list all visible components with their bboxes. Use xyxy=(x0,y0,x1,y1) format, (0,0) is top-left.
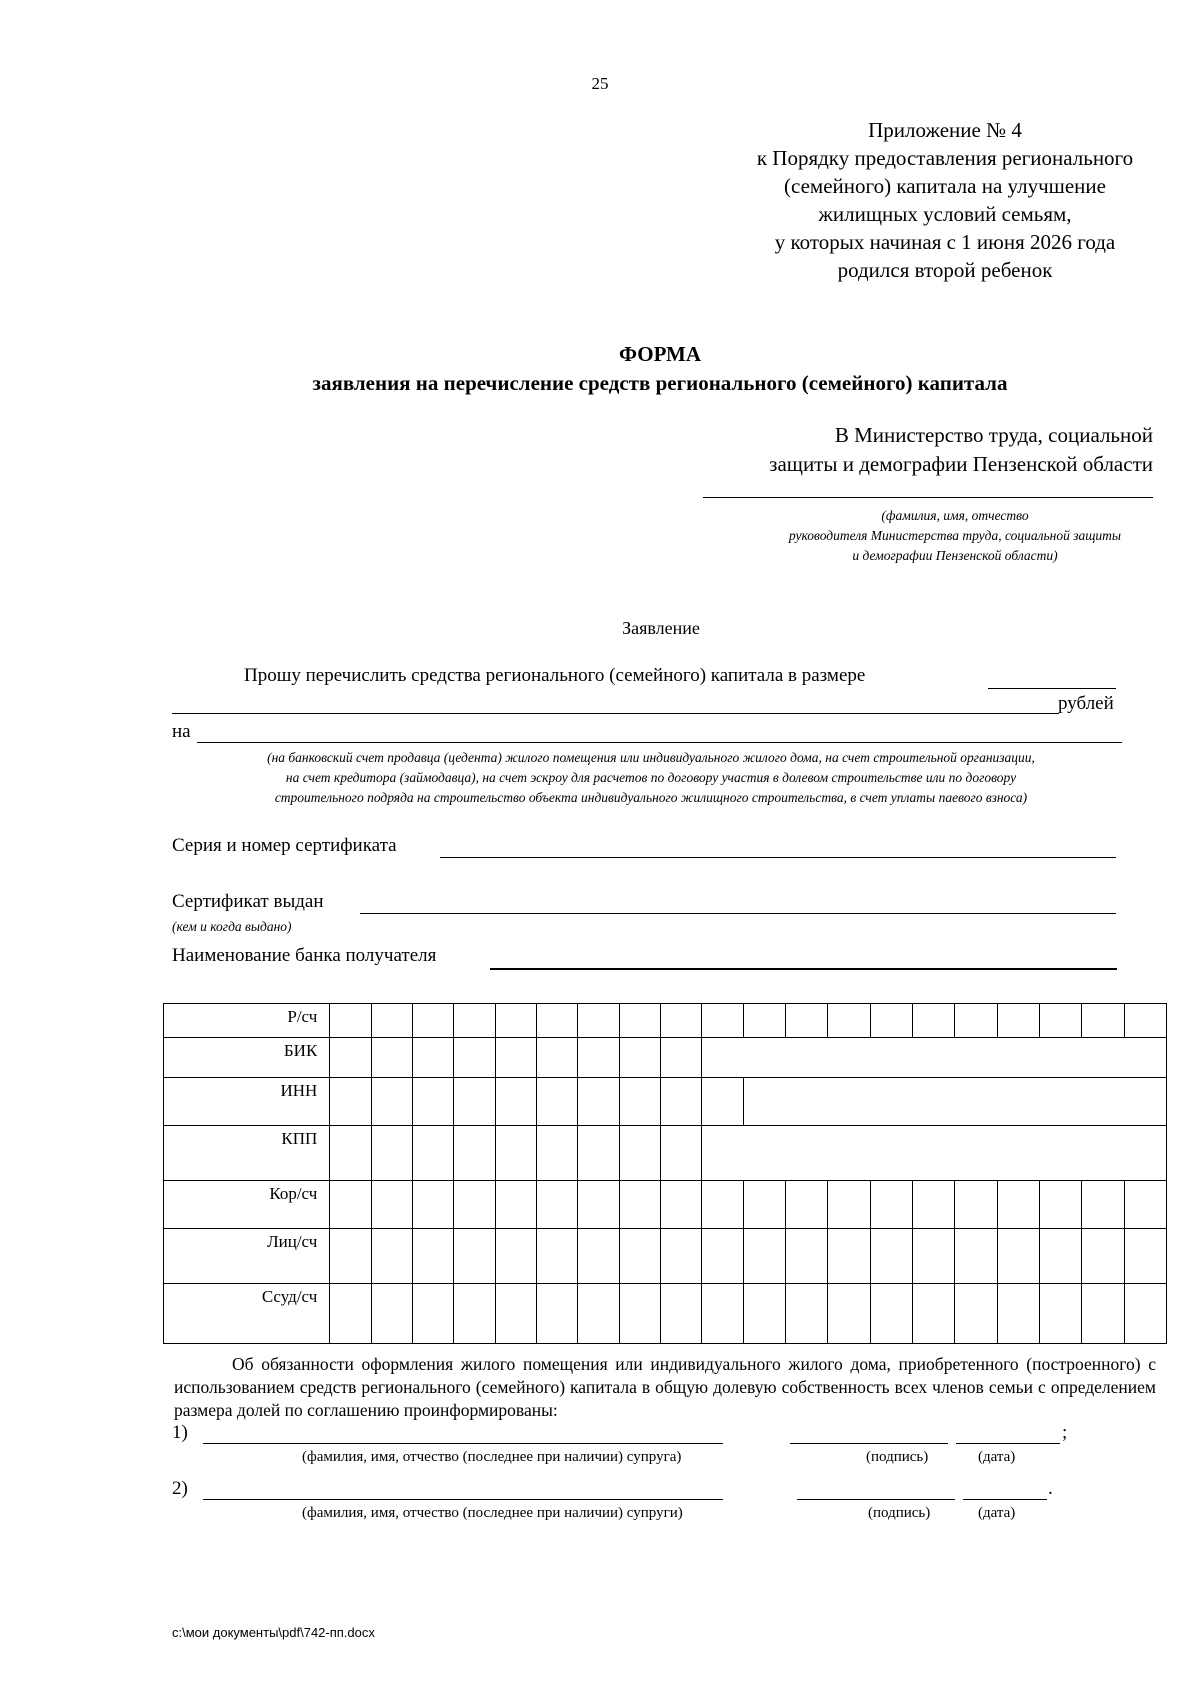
digit-cell[interactable] xyxy=(743,1284,785,1344)
blank-cell xyxy=(743,1078,1166,1126)
digit-cell[interactable] xyxy=(371,1181,412,1229)
addressee-line: защиты и демографии Пензенской области xyxy=(769,452,1153,476)
bank-row-inn xyxy=(164,1078,1167,1126)
digit-cell[interactable] xyxy=(1124,1004,1166,1038)
digit-cell[interactable] xyxy=(785,1229,827,1284)
digit-cell[interactable] xyxy=(536,1284,577,1344)
application-heading: Заявление xyxy=(622,618,700,638)
digit-cell[interactable] xyxy=(912,1229,954,1284)
digit-cell[interactable] xyxy=(619,1284,660,1344)
caption-line: руководителя Министерства труда, социальной защиты xyxy=(788,528,1122,543)
page-number: 25 xyxy=(591,74,609,93)
addressee-line: В Министерство труда, социальной xyxy=(834,423,1153,447)
certificate-number-label: Серия и номер сертификата xyxy=(172,835,397,856)
digit-cell[interactable] xyxy=(536,1229,577,1284)
spouse-name-field[interactable] xyxy=(203,1443,723,1444)
digit-cell[interactable] xyxy=(702,1004,743,1038)
digit-cell[interactable] xyxy=(997,1229,1039,1284)
appendix-block xyxy=(680,116,1200,284)
digit-cell[interactable] xyxy=(912,1004,954,1038)
digit-cell[interactable] xyxy=(997,1284,1039,1344)
digit-cell[interactable] xyxy=(702,1284,743,1344)
digit-cell[interactable] xyxy=(412,1038,453,1078)
bank-row-bik xyxy=(164,1038,1167,1078)
digit-cell[interactable] xyxy=(619,1181,660,1229)
spouse-signature-field[interactable] xyxy=(790,1443,948,1444)
form-title-line2: заявления на перечисление средств регионального (семейного) капитала xyxy=(312,371,1008,395)
spouse2-name-field[interactable] xyxy=(203,1499,723,1500)
blank-cell xyxy=(702,1126,1167,1181)
digit-cell[interactable] xyxy=(578,1229,619,1284)
digit-cell[interactable] xyxy=(495,1078,536,1126)
spouse2-signature-field[interactable] xyxy=(797,1499,955,1500)
footer-file-path: c:\мои документы\pdf\742-пп.docx xyxy=(172,1625,375,1640)
digit-cell[interactable] xyxy=(495,1284,536,1344)
digit-cell[interactable] xyxy=(870,1229,912,1284)
to-label: на xyxy=(172,721,191,742)
appendix-line: Приложение № 4 xyxy=(868,118,1022,142)
digit-cell[interactable] xyxy=(371,1126,412,1181)
digit-cell[interactable] xyxy=(495,1004,536,1038)
digit-cell[interactable] xyxy=(828,1229,870,1284)
digit-cell[interactable] xyxy=(536,1181,577,1229)
digit-cell[interactable] xyxy=(578,1038,619,1078)
digit-cell[interactable] xyxy=(702,1229,743,1284)
digit-cell[interactable] xyxy=(619,1126,660,1181)
bank-row-suds xyxy=(164,1284,1167,1344)
digit-cell[interactable] xyxy=(330,1126,371,1181)
spouse2-signature-caption: (подпись) xyxy=(868,1505,931,1521)
digit-cell[interactable] xyxy=(454,1038,495,1078)
addressee-block xyxy=(769,421,1153,479)
digit-cell[interactable] xyxy=(412,1284,453,1344)
signature-2-end: . xyxy=(1048,1478,1053,1499)
request-text: Прошу перечислить средства регионального (семейного) капитала в размере xyxy=(244,665,866,686)
digit-cell[interactable] xyxy=(454,1181,495,1229)
digit-cell[interactable] xyxy=(660,1284,701,1344)
bank-row-kpp xyxy=(164,1126,1167,1181)
digit-cell[interactable] xyxy=(955,1181,997,1229)
digit-cell[interactable] xyxy=(412,1126,453,1181)
digit-cell[interactable] xyxy=(412,1181,453,1229)
digit-cell[interactable] xyxy=(1082,1181,1124,1229)
caption-line: (фамилия, имя, отчество xyxy=(881,508,1029,523)
bank-name-field[interactable] xyxy=(490,968,1117,970)
certificate-issued-field[interactable] xyxy=(360,913,1116,914)
bank-details-table xyxy=(163,1003,1167,1344)
spouse2-date-caption: (дата) xyxy=(978,1505,1016,1521)
digit-cell[interactable] xyxy=(828,1004,870,1038)
digit-cell[interactable] xyxy=(371,1284,412,1344)
appendix-line: (семейного) капитала на улучшение xyxy=(784,174,1106,198)
digit-cell[interactable] xyxy=(330,1004,371,1038)
digit-cell[interactable] xyxy=(660,1181,701,1229)
bank-row-label: КПП xyxy=(164,1126,330,1181)
bank-name-label: Наименование банка получателя xyxy=(172,945,437,966)
bank-row-label: Ссуд/сч xyxy=(164,1284,330,1344)
digit-cell[interactable] xyxy=(495,1038,536,1078)
digit-cell[interactable] xyxy=(619,1229,660,1284)
form-title xyxy=(0,340,1200,398)
digit-cell[interactable] xyxy=(619,1078,660,1126)
digit-cell[interactable] xyxy=(828,1181,870,1229)
caption-line: и демографии Пензенской области) xyxy=(852,548,1058,563)
digit-cell[interactable] xyxy=(454,1229,495,1284)
signature-1-number: 1) xyxy=(172,1422,188,1443)
digit-cell[interactable] xyxy=(578,1078,619,1126)
digit-cell[interactable] xyxy=(743,1181,785,1229)
bank-row-kors xyxy=(164,1181,1167,1229)
digit-cell[interactable] xyxy=(536,1126,577,1181)
digit-cell[interactable] xyxy=(578,1181,619,1229)
digit-cell[interactable] xyxy=(495,1229,536,1284)
digit-cell[interactable] xyxy=(702,1078,743,1126)
digit-cell[interactable] xyxy=(330,1078,371,1126)
digit-cell[interactable] xyxy=(536,1004,577,1038)
digit-cell[interactable] xyxy=(1124,1181,1166,1229)
digit-cell[interactable] xyxy=(454,1078,495,1126)
digit-cell[interactable] xyxy=(454,1126,495,1181)
spouse-date-field[interactable] xyxy=(956,1443,1060,1444)
digit-cell[interactable] xyxy=(660,1229,701,1284)
digit-cell[interactable] xyxy=(912,1284,954,1344)
appendix-line: к Порядку предоставления регионального xyxy=(756,146,1134,170)
caption-line: на счет кредитора (займодавца), на счет эскроу для расчетов по договору участия в долевом строительстве или по договору xyxy=(285,770,1017,785)
bank-row-rs xyxy=(164,1004,1167,1038)
spouse2-name-caption: (фамилия, имя, отчество (последнее при наличии) супруги) xyxy=(302,1505,683,1521)
bank-row-label: Лиц/сч xyxy=(164,1229,330,1284)
digit-cell[interactable] xyxy=(870,1181,912,1229)
digit-cell[interactable] xyxy=(412,1078,453,1126)
digit-cell[interactable] xyxy=(330,1038,371,1078)
digit-cell[interactable] xyxy=(371,1078,412,1126)
digit-cell[interactable] xyxy=(828,1284,870,1344)
digit-cell[interactable] xyxy=(536,1038,577,1078)
spouse-date-caption: (дата) xyxy=(978,1449,1016,1465)
amount-field[interactable] xyxy=(988,688,1116,689)
digit-cell[interactable] xyxy=(997,1181,1039,1229)
certificate-number-field[interactable] xyxy=(440,857,1116,858)
digit-cell[interactable] xyxy=(870,1284,912,1344)
digit-cell[interactable] xyxy=(1124,1229,1166,1284)
bank-row-label: Кор/сч xyxy=(164,1181,330,1229)
digit-cell[interactable] xyxy=(660,1004,701,1038)
digit-cell[interactable] xyxy=(1082,1004,1124,1038)
digit-cell[interactable] xyxy=(495,1126,536,1181)
digit-cell[interactable] xyxy=(743,1229,785,1284)
digit-cell[interactable] xyxy=(955,1004,997,1038)
bank-row-label: Р/сч xyxy=(164,1004,330,1038)
digit-cell[interactable] xyxy=(536,1078,577,1126)
digit-cell[interactable] xyxy=(412,1229,453,1284)
digit-cell[interactable] xyxy=(660,1126,701,1181)
bank-row-lits xyxy=(164,1229,1167,1284)
digit-cell[interactable] xyxy=(1039,1181,1081,1229)
digit-cell[interactable] xyxy=(578,1126,619,1181)
caption-line: (на банковский счет продавца (цедента) жилого помещения или индивидуального жилого дома, на счет строительной организации, xyxy=(267,750,1035,765)
digit-cell[interactable] xyxy=(955,1284,997,1344)
ownership-notice xyxy=(174,1353,1156,1422)
digit-cell[interactable] xyxy=(1124,1284,1166,1344)
bank-row-label: БИК xyxy=(164,1038,330,1078)
digit-cell[interactable] xyxy=(870,1004,912,1038)
digit-cell[interactable] xyxy=(371,1038,412,1078)
account-field[interactable] xyxy=(197,742,1122,743)
spouse-signature-caption: (подпись) xyxy=(866,1449,929,1465)
digit-cell[interactable] xyxy=(495,1181,536,1229)
form-title-line1: ФОРМА xyxy=(618,342,702,366)
currency-label: рублей xyxy=(1058,693,1114,714)
digit-cell[interactable] xyxy=(660,1078,701,1126)
digit-cell[interactable] xyxy=(912,1181,954,1229)
bank-row-label: ИНН xyxy=(164,1078,330,1126)
digit-cell[interactable] xyxy=(578,1004,619,1038)
digit-cell[interactable] xyxy=(619,1004,660,1038)
ownership-notice-text: Об обязанности оформления жилого помещения или индивидуального жилого дома, приобретенного (построенного) с использованием средств регионального (семейного) капитала в общую долевую собственность всех членов семьи с определением размера долей по соглашению проинформированы: xyxy=(174,1354,1156,1420)
digit-cell[interactable] xyxy=(785,1004,827,1038)
digit-cell[interactable] xyxy=(743,1004,785,1038)
digit-cell[interactable] xyxy=(454,1284,495,1344)
digit-cell[interactable] xyxy=(785,1284,827,1344)
digit-cell[interactable] xyxy=(371,1229,412,1284)
digit-cell[interactable] xyxy=(412,1004,453,1038)
head-name-field[interactable] xyxy=(703,497,1153,498)
digit-cell[interactable] xyxy=(578,1284,619,1344)
digit-cell[interactable] xyxy=(1039,1229,1081,1284)
certificate-issued-label: Сертификат выдан xyxy=(172,891,324,912)
amount-words-field[interactable] xyxy=(172,713,1059,714)
digit-cell[interactable] xyxy=(785,1181,827,1229)
digit-cell[interactable] xyxy=(330,1181,371,1229)
digit-cell[interactable] xyxy=(330,1229,371,1284)
appendix-line: родился второй ребенок xyxy=(837,258,1053,282)
digit-cell[interactable] xyxy=(1039,1004,1081,1038)
digit-cell[interactable] xyxy=(371,1004,412,1038)
spouse-name-caption: (фамилия, имя, отчество (последнее при наличии) супруга) xyxy=(302,1449,682,1465)
digit-cell[interactable] xyxy=(997,1004,1039,1038)
digit-cell[interactable] xyxy=(660,1038,701,1078)
digit-cell[interactable] xyxy=(1082,1229,1124,1284)
signature-2-number: 2) xyxy=(172,1478,188,1499)
appendix-line: у которых начиная с 1 июня 2026 года xyxy=(774,230,1116,254)
certificate-issued-caption: (кем и когда выдано) xyxy=(172,919,292,934)
digit-cell[interactable] xyxy=(1082,1284,1124,1344)
digit-cell[interactable] xyxy=(1039,1284,1081,1344)
spouse2-date-field[interactable] xyxy=(963,1499,1047,1500)
signature-1-end: ; xyxy=(1062,1422,1068,1443)
digit-cell[interactable] xyxy=(454,1004,495,1038)
digit-cell[interactable] xyxy=(702,1181,743,1229)
appendix-line: жилищных условий семьям, xyxy=(818,202,1072,226)
blank-cell xyxy=(702,1038,1167,1078)
digit-cell[interactable] xyxy=(330,1284,371,1344)
digit-cell[interactable] xyxy=(619,1038,660,1078)
caption-line: строительного подряда на строительство объекта индивидуального жилищного строительства, в счет уплаты паевого взноса) xyxy=(274,790,1028,805)
account-caption xyxy=(168,748,1134,808)
digit-cell[interactable] xyxy=(955,1229,997,1284)
head-name-caption xyxy=(725,506,1185,566)
